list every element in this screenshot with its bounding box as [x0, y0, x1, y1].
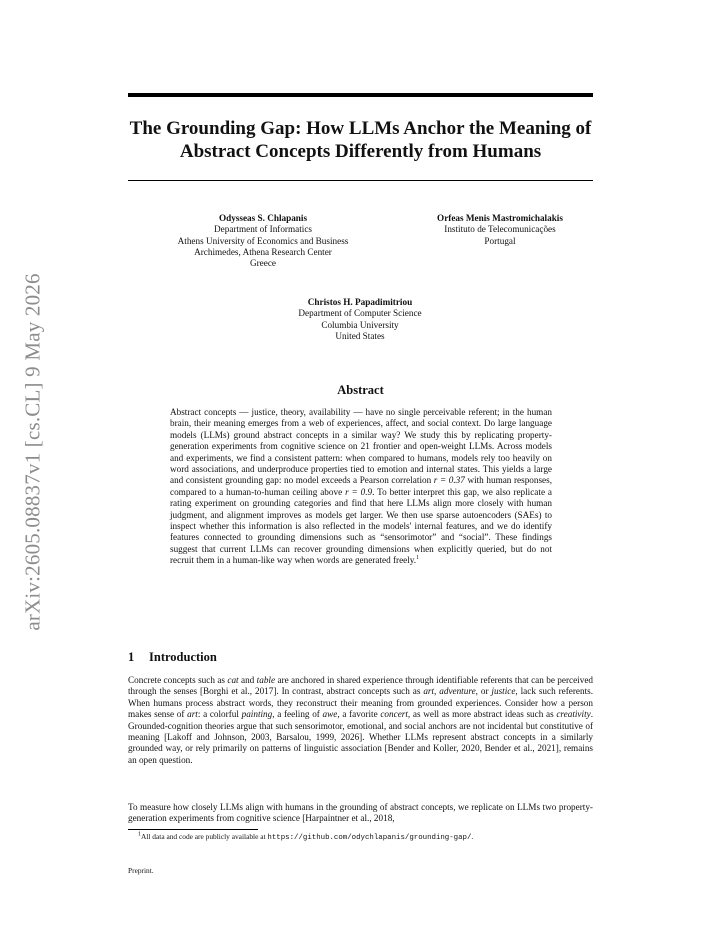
abstract-text: Abstract concepts — justice, theory, availability — have no single perceivable referent; in the human brain, their meaning emerges from a web of experiences, affect, and social context. Do large language models (LLMs) ground abstract concepts in a similar way? We study this by replicating property-generation experiments from cognitive science on 21 frontier and open-weight LLMs. Across models and experiments, we find a consistent pattern: when compared to humans, models rely too heavily on word associations, and underproduce properties tied to emotion and internal states. This yields a large and consistent grounding gap: no model exceeds a Pearson correlation r = 0.37 with human responses, compared to a human-to-human ceiling above r = 0.9. To better interpret this gap, we also replicate a rating experiment on grounding categories and find that here LLMs align more closely with human judgment, and alignment improves as models get larger. We then use sparse autoencoders (SAEs) to inspect whether this information is also reflected in the models' internal features, and we do identify features connected to grounding dimensions such as “sensorimotor” and “social”. These findings suggest that current LLMs can recover grounding dimensions when explicitly queried, but do not recruit them in a human-like way when words are generated freely.$^1$: [170, 407, 553, 566]
intro-paragraph-1: Concrete concepts such as cat and table are anchored in shared experience through identifiable referents that can be perceived through the senses [Borghi et al., 2017]. In contrast, abstract concepts such as art, adventure, or justice, lack such referents. When humans process abstract words, they reconstruct their meaning from grounded experiences. Consider how a person makes sense of art: a colorful painting, a feeling of awe, a favorite concert, as well as more abstract ideas such as creativity. Grounded-cognition theories argue that such sensorimotor, emotional, and social anchors are not incidental but constitutive of meaning [Lakoff and Johnson, 2003, Barsalou, 1999, 2026]. Whether LLMs represent abstract concepts in a similarly grounded way, or rely primarily on patterns of linguistic association [Bender and Koller, 2020, Bender et al., 2021], remains an open question.: [128, 675, 594, 765]
footnote: $^1$All data and code are publicly available at https://github.com/odychlapanis/grounding-gap/.: [138, 831, 474, 842]
author-name: Orfeas Menis Mastromichalakis: [437, 213, 563, 223]
title-top-rule: [128, 93, 593, 97]
author-affiliation: Portugal: [484, 235, 516, 246]
author-affiliation: Columbia University: [321, 319, 399, 330]
author-block-3: [235, 297, 485, 342]
author-affiliation: Instituto de Telecomunicações: [444, 224, 556, 235]
author-affiliation: Department of Informatics: [214, 224, 312, 235]
title-bottom-rule: [128, 180, 593, 181]
footnote-marker[interactable]: 1: [416, 555, 420, 562]
author-affiliation: Archimedes, Athena Research Center: [194, 246, 332, 257]
abstract-heading: Abstract: [337, 383, 384, 397]
author-block-2: [395, 213, 605, 247]
author-affiliation: Greece: [249, 258, 276, 269]
author-name: Christos H. Papadimitriou: [307, 297, 413, 307]
arxiv-stamp: arXiv:2605.08837v1 [cs.CL] 9 May 2026: [20, 273, 45, 631]
author-affiliation: United States: [335, 330, 385, 341]
author-block-1: [138, 213, 388, 269]
author-affiliation: Department of Computer Science: [298, 308, 422, 319]
author-name: Odysseas S. Chlapanis: [218, 213, 308, 223]
section-heading-introduction: 1 Introduction: [128, 650, 217, 664]
intro-paragraph-2: To measure how closely LLMs align with humans in the grounding of abstract concepts, we replicate on LLMs two property-generation experiments from cognitive science [Harpaintner et al., 2018,: [128, 802, 593, 824]
footnote-rule: [128, 829, 258, 830]
preprint-label: Preprint.: [128, 866, 154, 875]
footnote-link[interactable]: https://github.com/odychlapanis/grounding-gap/: [267, 834, 472, 842]
author-affiliation: Athens University of Economics and Business: [177, 235, 349, 246]
paper-title: The Grounding Gap: How LLMs Anchor the Meaning of Abstract Concepts Differently from Humans: [129, 118, 592, 162]
